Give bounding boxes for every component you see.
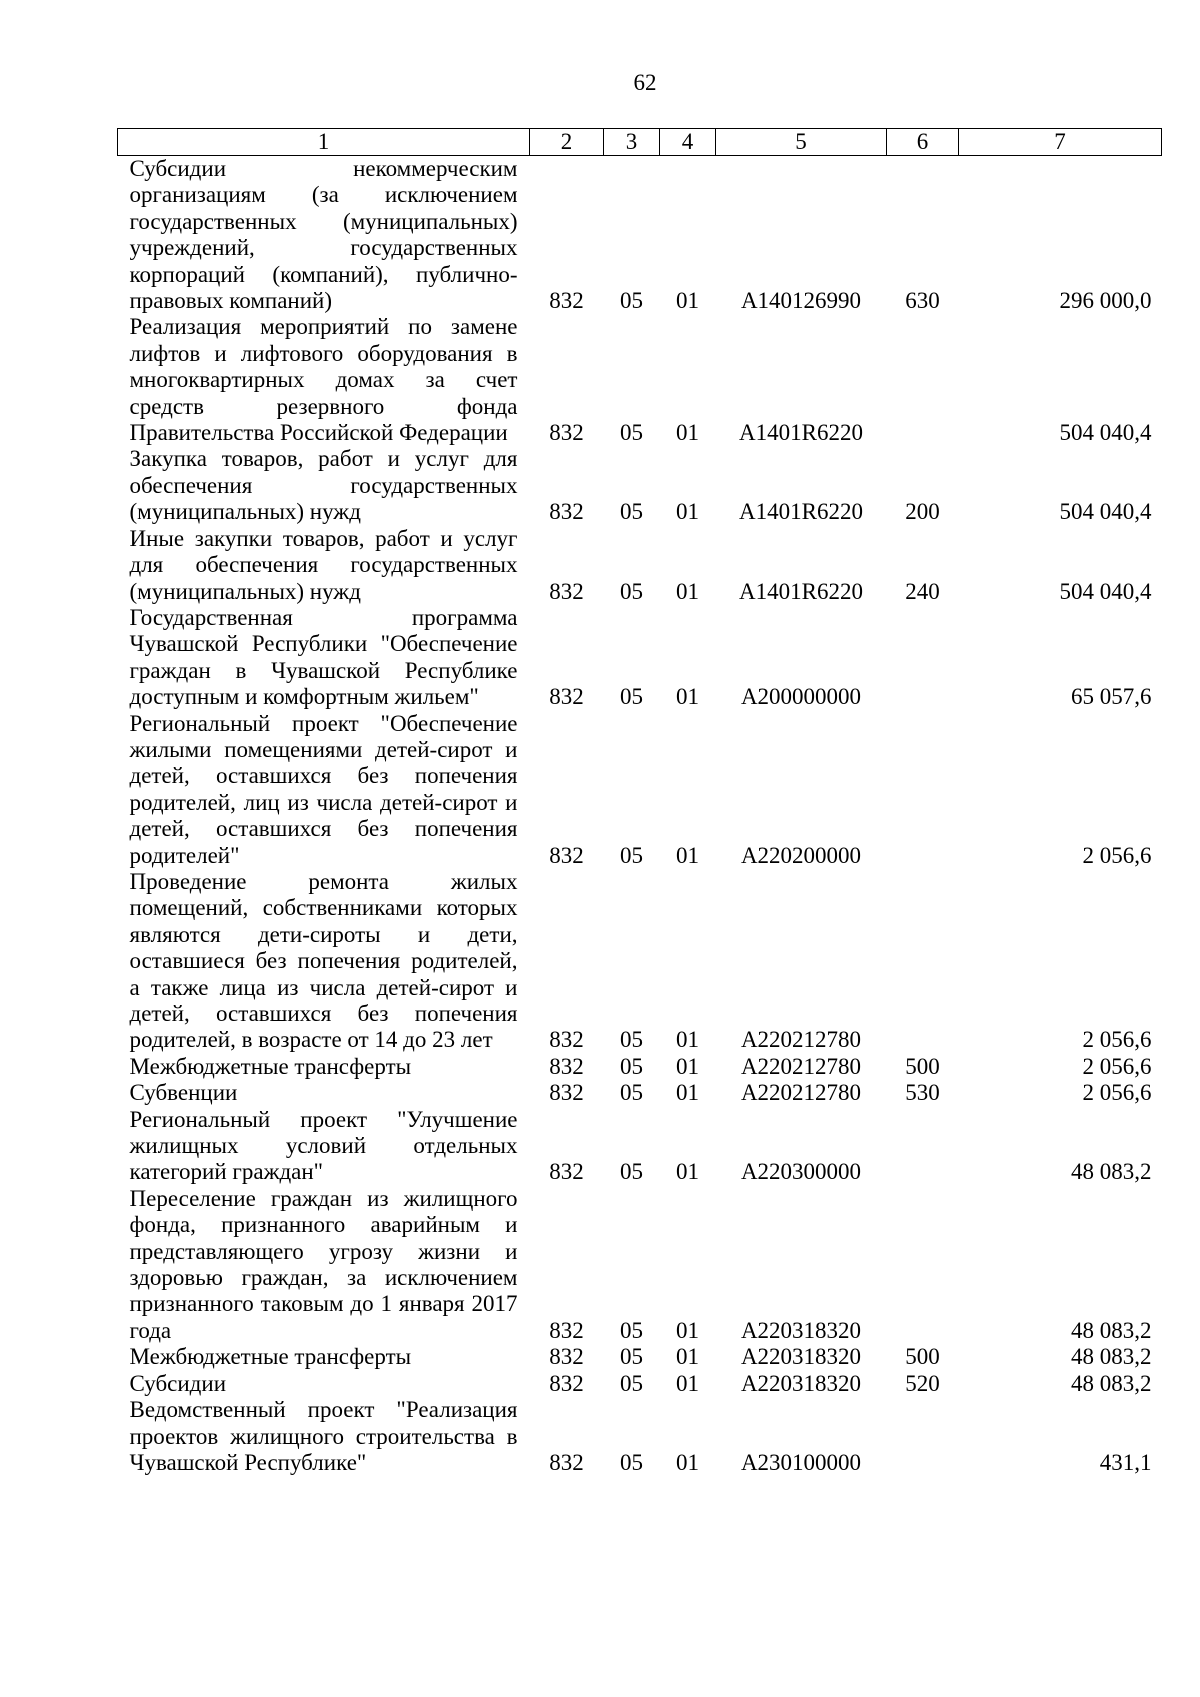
expense-type-code bbox=[887, 1107, 959, 1186]
expense-type-code: 500 bbox=[905, 1344, 940, 1370]
budget-table bbox=[117, 128, 1162, 1476]
ministry-code: 832 bbox=[549, 499, 584, 525]
subsection-code: 01 bbox=[676, 1449, 699, 1475]
ministry-code: 832 bbox=[549, 288, 584, 314]
ministry-code: 832 bbox=[549, 1080, 584, 1106]
column-header: 7 bbox=[959, 129, 1162, 156]
amount: 2 056,6 bbox=[1082, 1080, 1152, 1106]
row-description: Реализация мероприятий по замене лифтов и лифтового оборудования в многоквартирных домах за счет средств резервного фонда Правительства Российской Федерации bbox=[129, 314, 518, 446]
ministry-code: 832 bbox=[549, 1370, 584, 1396]
row-description: Государственная программа Чувашской Республики "Обеспечение граждан в Чувашской Республике доступным и комфортным жильем" bbox=[129, 604, 518, 710]
target-article-code: А1401R6220 bbox=[739, 499, 863, 525]
table-row bbox=[118, 1371, 1162, 1397]
table-body bbox=[118, 156, 1162, 1477]
expense-type-code bbox=[887, 1186, 959, 1344]
target-article-code: А220212780 bbox=[740, 1080, 862, 1106]
section-code: 05 bbox=[620, 1344, 643, 1370]
table-row bbox=[118, 314, 1162, 446]
ministry-code: 832 bbox=[549, 842, 584, 868]
expense-type-code bbox=[887, 314, 959, 446]
column-header: 3 bbox=[604, 129, 660, 156]
ministry-code: 832 bbox=[549, 1027, 584, 1053]
subsection-code: 01 bbox=[676, 1080, 699, 1106]
expense-type-code: 200 bbox=[905, 499, 940, 525]
ministry-code: 832 bbox=[549, 578, 584, 604]
table-row bbox=[118, 869, 1162, 1054]
subsection-code: 01 bbox=[676, 420, 699, 446]
target-article-code: А220300000 bbox=[740, 1159, 862, 1185]
table-row bbox=[118, 156, 1162, 315]
row-description: Субсидии bbox=[129, 1370, 227, 1396]
target-article-code: А140126990 bbox=[740, 288, 862, 314]
amount: 2 056,6 bbox=[1082, 1027, 1152, 1053]
row-description: Ведомственный проект "Реализация проектов жилищного строительства в Чувашской Республике" bbox=[129, 1397, 518, 1475]
section-code: 05 bbox=[620, 578, 643, 604]
section-code: 05 bbox=[620, 288, 643, 314]
ministry-code: 832 bbox=[549, 1344, 584, 1370]
ministry-code: 832 bbox=[549, 1053, 584, 1079]
table-row bbox=[118, 711, 1162, 869]
target-article-code: А220200000 bbox=[740, 842, 862, 868]
target-article-code: А200000000 bbox=[740, 684, 862, 710]
expense-type-code bbox=[887, 869, 959, 1054]
row-description: Межбюджетные трансферты bbox=[129, 1053, 412, 1079]
amount: 504 040,4 bbox=[1059, 420, 1152, 446]
column-number-header bbox=[118, 129, 1162, 156]
amount: 296 000,0 bbox=[1059, 288, 1152, 314]
subsection-code: 01 bbox=[676, 578, 699, 604]
subsection-code: 01 bbox=[676, 1053, 699, 1079]
table-row bbox=[118, 1397, 1162, 1476]
ministry-code: 832 bbox=[549, 684, 584, 710]
target-article-code: А230100000 bbox=[740, 1449, 862, 1475]
section-code: 05 bbox=[620, 499, 643, 525]
table-row bbox=[118, 1186, 1162, 1344]
row-description: Иные закупки товаров, работ и услуг для обеспечения государственных (муниципальных) нужд bbox=[129, 525, 518, 604]
table-row bbox=[118, 446, 1162, 525]
target-article-code: А220318320 bbox=[740, 1317, 862, 1343]
subsection-code: 01 bbox=[676, 1317, 699, 1343]
subsection-code: 01 bbox=[676, 1159, 699, 1185]
row-description: Переселение граждан из жилищного фонда, признанного аварийным и представляющего угрозу жизни и здоровью граждан, за исключением признанного таковым до 1 января 2017 года bbox=[129, 1185, 518, 1343]
expense-type-code bbox=[887, 605, 959, 711]
expense-type-code: 630 bbox=[905, 288, 940, 314]
column-header: 5 bbox=[716, 129, 887, 156]
target-article-code: А1401R6220 bbox=[739, 420, 863, 446]
subsection-code: 01 bbox=[676, 499, 699, 525]
section-code: 05 bbox=[620, 420, 643, 446]
expense-type-code: 240 bbox=[905, 578, 940, 604]
subsection-code: 01 bbox=[676, 842, 699, 868]
row-description: Закупка товаров, работ и услуг для обеспечения государственных (муниципальных) нужд bbox=[129, 446, 518, 525]
target-article-code: А1401R6220 bbox=[739, 578, 863, 604]
ministry-code: 832 bbox=[549, 1449, 584, 1475]
row-description: Проведение ремонта жилых помещений, собственниками которых являются дети-сироты и дети, оставшиеся без попечения родителей, а также лица из числа детей-сирот и детей, оставшихся без попечения родителей, в возрасте от 14 до 23 лет bbox=[129, 868, 518, 1053]
page-number: 62 bbox=[633, 70, 657, 95]
section-code: 05 bbox=[620, 684, 643, 710]
section-code: 05 bbox=[620, 1027, 643, 1053]
table-row bbox=[118, 526, 1162, 605]
amount: 48 083,2 bbox=[1071, 1370, 1152, 1396]
section-code: 05 bbox=[620, 842, 643, 868]
table-row bbox=[118, 1344, 1162, 1370]
section-code: 05 bbox=[620, 1317, 643, 1343]
target-article-code: А220212780 bbox=[740, 1027, 862, 1053]
row-description: Субвенции bbox=[129, 1080, 238, 1106]
expense-type-code bbox=[887, 1397, 959, 1476]
section-code: 05 bbox=[620, 1449, 643, 1475]
target-article-code: А220318320 bbox=[740, 1344, 862, 1370]
section-code: 05 bbox=[620, 1053, 643, 1079]
table-row bbox=[118, 1107, 1162, 1186]
expense-type-code: 530 bbox=[905, 1080, 940, 1106]
column-header: 4 bbox=[660, 129, 716, 156]
subsection-code: 01 bbox=[676, 684, 699, 710]
amount: 48 083,2 bbox=[1071, 1317, 1152, 1343]
column-header: 2 bbox=[530, 129, 604, 156]
expense-type-code: 500 bbox=[905, 1053, 940, 1079]
amount: 48 083,2 bbox=[1071, 1344, 1152, 1370]
column-header: 1 bbox=[118, 129, 530, 156]
subsection-code: 01 bbox=[676, 288, 699, 314]
ministry-code: 832 bbox=[549, 420, 584, 446]
amount: 504 040,4 bbox=[1059, 499, 1152, 525]
amount: 2 056,6 bbox=[1082, 842, 1152, 868]
expense-type-code bbox=[887, 711, 959, 869]
subsection-code: 01 bbox=[676, 1344, 699, 1370]
row-description: Субсидии некоммерческим организациям (за исключением государственных (муниципальных) учреждений, государственных корпораций (компаний), публично-правовых компаний) bbox=[129, 156, 518, 314]
subsection-code: 01 bbox=[676, 1370, 699, 1396]
subsection-code: 01 bbox=[676, 1027, 699, 1053]
row-description: Межбюджетные трансферты bbox=[129, 1344, 412, 1370]
amount: 504 040,4 bbox=[1059, 578, 1152, 604]
section-code: 05 bbox=[620, 1370, 643, 1396]
amount: 48 083,2 bbox=[1071, 1159, 1152, 1185]
expense-type-code: 520 bbox=[905, 1370, 940, 1396]
table-row bbox=[118, 1080, 1162, 1106]
amount: 65 057,6 bbox=[1071, 684, 1152, 710]
row-description: Региональный проект "Обеспечение жилыми помещениями детей-сирот и детей, оставшихся без попечения родителей, лиц из числа детей-сирот и детей, оставшихся без попечения родителей" bbox=[129, 710, 518, 868]
section-code: 05 bbox=[620, 1159, 643, 1185]
table-row bbox=[118, 1054, 1162, 1080]
section-code: 05 bbox=[620, 1080, 643, 1106]
ministry-code: 832 bbox=[549, 1317, 584, 1343]
target-article-code: А220212780 bbox=[740, 1053, 862, 1079]
table-row bbox=[118, 605, 1162, 711]
row-description: Региональный проект "Улучшение жилищных условий отдельных категорий граждан" bbox=[129, 1106, 518, 1185]
ministry-code: 832 bbox=[549, 1159, 584, 1185]
amount: 431,1 bbox=[1099, 1449, 1152, 1475]
target-article-code: А220318320 bbox=[740, 1370, 862, 1396]
column-header: 6 bbox=[887, 129, 959, 156]
amount: 2 056,6 bbox=[1082, 1053, 1152, 1079]
